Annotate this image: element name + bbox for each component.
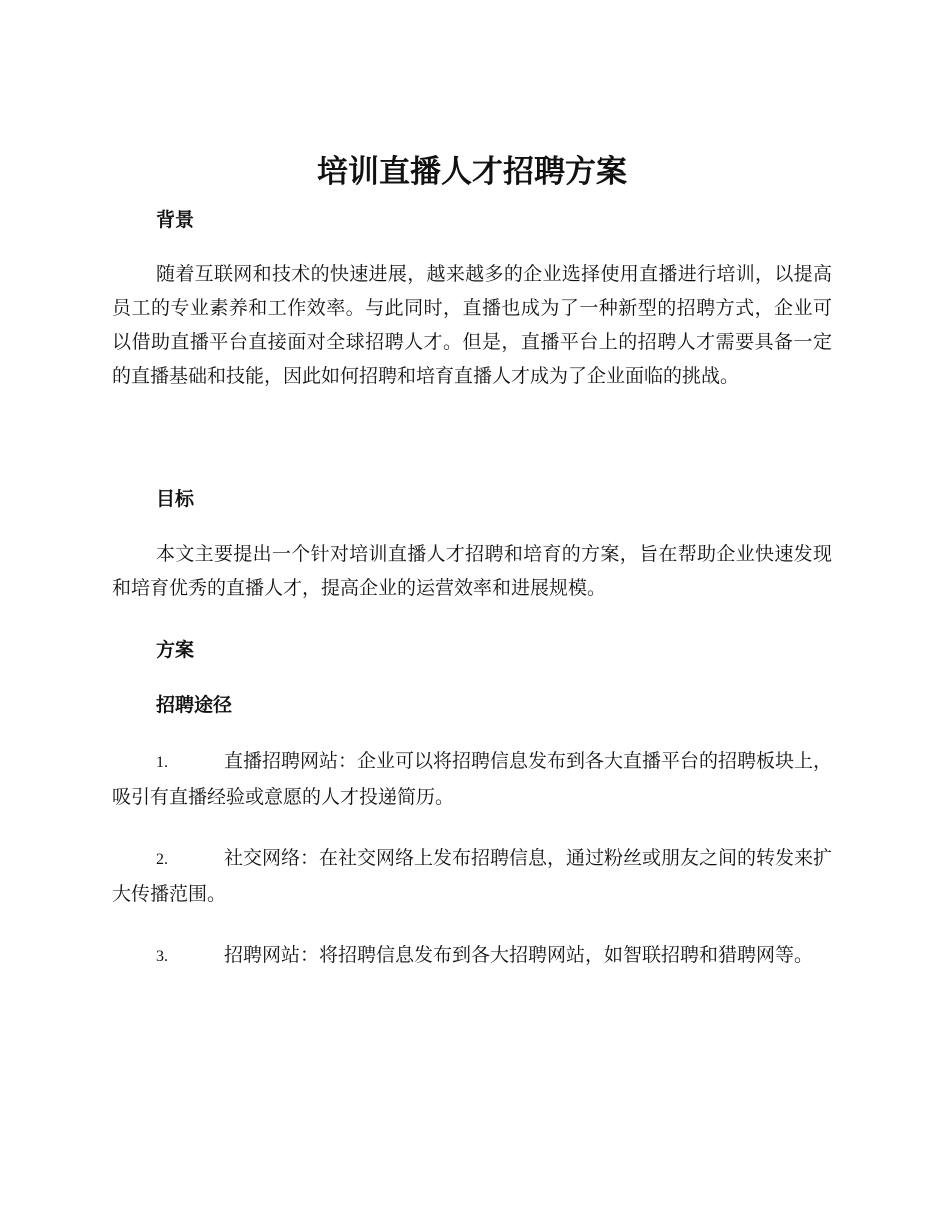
list-item (112, 938, 832, 974)
list-item-number: 3. (156, 948, 168, 965)
list-item-number: 1. (156, 754, 168, 771)
document-title: 培训直播人才招聘方案 (317, 154, 627, 190)
list-item-text: 社交网络：在社交网络上发布招聘信息，通过粉丝或朋友之间的转发来扩大传播范围。 (112, 847, 833, 905)
section-heading-plan: 方案 (156, 639, 195, 661)
section-heading-background: 背景 (156, 209, 195, 231)
list-item-number: 2. (156, 851, 168, 868)
list-item (112, 841, 832, 911)
section-heading-channels: 招聘途径 (156, 694, 233, 716)
paragraph-background: 随着互联网和技术的快速进展，越来越多的企业选择使用直播进行培训，以提高员工的专业素养和工作效率。与此同时，直播也成为了一种新型的招聘方式，企业可以借助直播平台直接面对全球招聘人才。但是，直播平台上的招聘人才需要具备一定的直播基础和技能，因此如何招聘和培育直播人才成为了企业面临的挑战。 (112, 263, 832, 387)
paragraph-goal: 本文主要提出一个针对培训直播人才招聘和培育的方案，旨在帮助企业快速发现和培育优秀的直播人才，提高企业的运营效率和进展规模。 (112, 543, 832, 599)
list-item-text: 直播招聘网站：企业可以将招聘信息发布到各大直播平台的招聘板块上，吸引有直播经验或意愿的人才投递简历。 (112, 750, 833, 808)
list-item (112, 744, 832, 814)
section-heading-goal: 目标 (156, 488, 195, 510)
list-item-text: 招聘网站：将招聘信息发布到各大招聘网站，如智联招聘和猎聘网等。 (224, 944, 814, 966)
